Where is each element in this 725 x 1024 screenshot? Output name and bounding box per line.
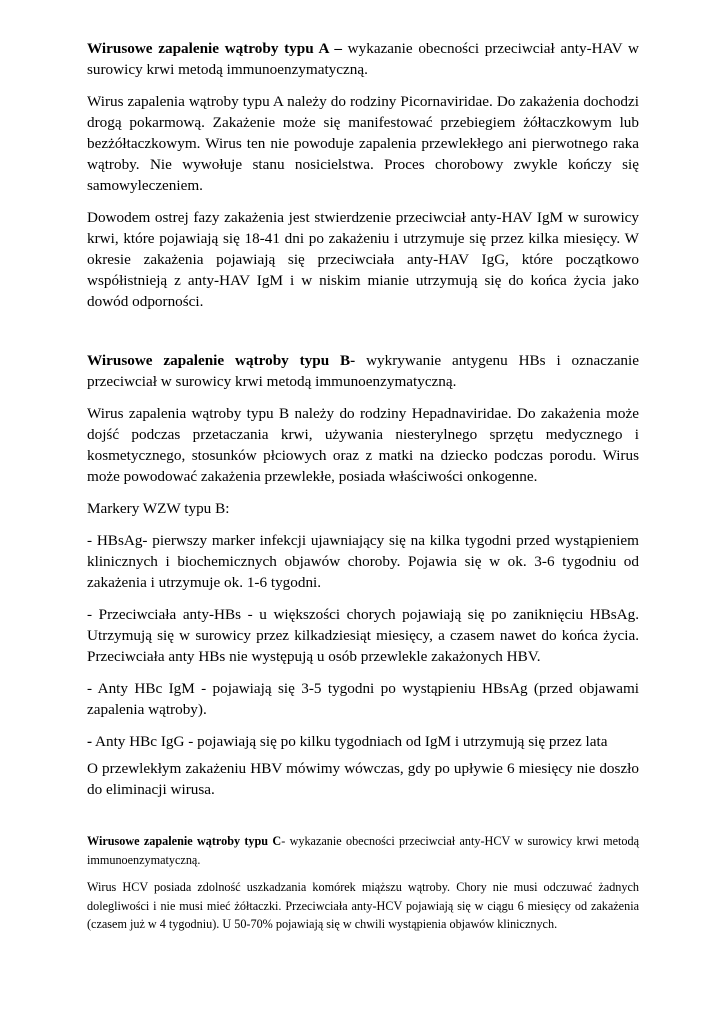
section-hav-paragraph-1: Wirus zapalenia wątroby typu A należy do rodziny Picornaviridae. Do zakażenia dochodzi drogą pokarmową. Zakażenie może się manifestować przebiegiem żółtaczkowym lub bezżółtaczkowym. Wirus ten nie powoduje zapalenia przewlekłego ani pierwotnego raka wątroby. Nie wywołuje stanu nosicielstwa. Proces chorobowy zwykle kończy się samowyleczeniem. xyxy=(87,93,639,194)
section-hcv xyxy=(87,832,639,934)
section-hav-intro xyxy=(87,38,639,80)
section-hbv-closing: O przewlekłym zakażeniu HBV mówimy wówczas, gdy po upływie 6 miesięcy nie doszło do eliminacji wirusa. xyxy=(87,760,639,798)
section-hav-title: Wirusowe zapalenie wątroby typu A – xyxy=(87,40,342,57)
section-hcv-title: Wirusowe zapalenie wątroby typu C xyxy=(87,834,282,848)
section-hbv-title: Wirusowe zapalenie wątroby typu B- xyxy=(87,352,356,369)
section-hbv-title-rest: wykrywanie antygenu HBs i oznaczanie przeciwciał w surowicy krwi metodą immunoenzymatyczną. xyxy=(87,352,639,390)
section-hav xyxy=(87,38,639,312)
section-hcv-title-rest: - wykazanie obecności przeciwciał anty-HCV w surowicy krwi metodą immunoenzymatyczną. xyxy=(87,834,639,867)
section-hbv xyxy=(87,350,639,800)
marker-hbc-igg-text: Anty HBc IgG - pojawiają się po kilku tygodniach od IgM i utrzymują się przez lata xyxy=(92,733,608,750)
section-hcv-paragraph-1: Wirus HCV posiada zdolność uszkadzania komórek miąższu wątroby. Chory nie musi odczuwać żadnych dolegliwości i nie musi mieć żółtaczki. Przeciwciała anty-HCV pojawiają się w ciągu 6 miesięcy od zakażenia (czasem już w 4 tygodniu). U 50-70% pojawiają się w chwili wystąpienia objawów klinicznych. xyxy=(87,880,639,931)
document-page xyxy=(87,38,639,934)
section-hbv-markers-heading: Markery WZW typu B: xyxy=(87,500,230,517)
section-hbv-marker-anty-hbs: - Przeciwciała anty-HBs - u większości chorych pojawiają się po zaniknięciu HBsAg. Utrzymują się w surowicy przez kilkadziesiąt miesięcy, a czasem nawet do końca życia. Przeciwciała anty HBs nie występują u osób przewlekle zakażonych HBV. xyxy=(87,606,639,665)
section-hbv-marker-hbsag: - HBsAg- pierwszy marker infekcji ujawniający się na kilka tygodni przed wystąpieniem klinicznych i biochemicznych objawów choroby. Pojawia się w ok. 3-6 tygodniu od zakażenia i utrzymuje ok. 1-6 tygodni. xyxy=(87,532,639,591)
section-hav-paragraph-2: Dowodem ostrej fazy zakażenia jest stwierdzenie przeciwciał anty-HAV IgM w surowicy krwi, które pojawiają się 18-41 dni po zakażeniu i utrzymuje się przez kilka miesięcy. W okresie zakażenia pojawiają się przeciwciała anty-HAV IgG, które początkowo współistnieją z anty-HAV IgM i w niskim mianie utrzymują się do końca życia jako dowód odporności. xyxy=(87,209,639,310)
section-hbv-paragraph-1: Wirus zapalenia wątroby typu B należy do rodziny Hepadnaviridae. Do zakażenia może dojść podczas przetaczania krwi, używania niesterylnego sprzętu medycznego i kosmetycznego, stosunków płciowych oraz z matki na dziecko podczas porodu. Wirus może powodować zakażenia przewlekłe, posiada właściwości onkogenne. xyxy=(87,405,639,485)
section-hcv-intro xyxy=(87,832,639,869)
section-hbv-marker-hbc-igg xyxy=(87,731,639,752)
section-hbv-intro xyxy=(87,350,639,392)
section-hbv-marker-hbc-igm: - Anty HBc IgM - pojawiają się 3-5 tygodni po wystąpieniu HBsAg (przed objawami zapalenia wątroby). xyxy=(87,680,639,718)
marker-dash: - xyxy=(87,733,93,750)
section-hav-title-rest: wykazanie obecności przeciwciał anty-HAV w surowicy krwi metodą immunoenzymatyczną. xyxy=(87,40,639,78)
